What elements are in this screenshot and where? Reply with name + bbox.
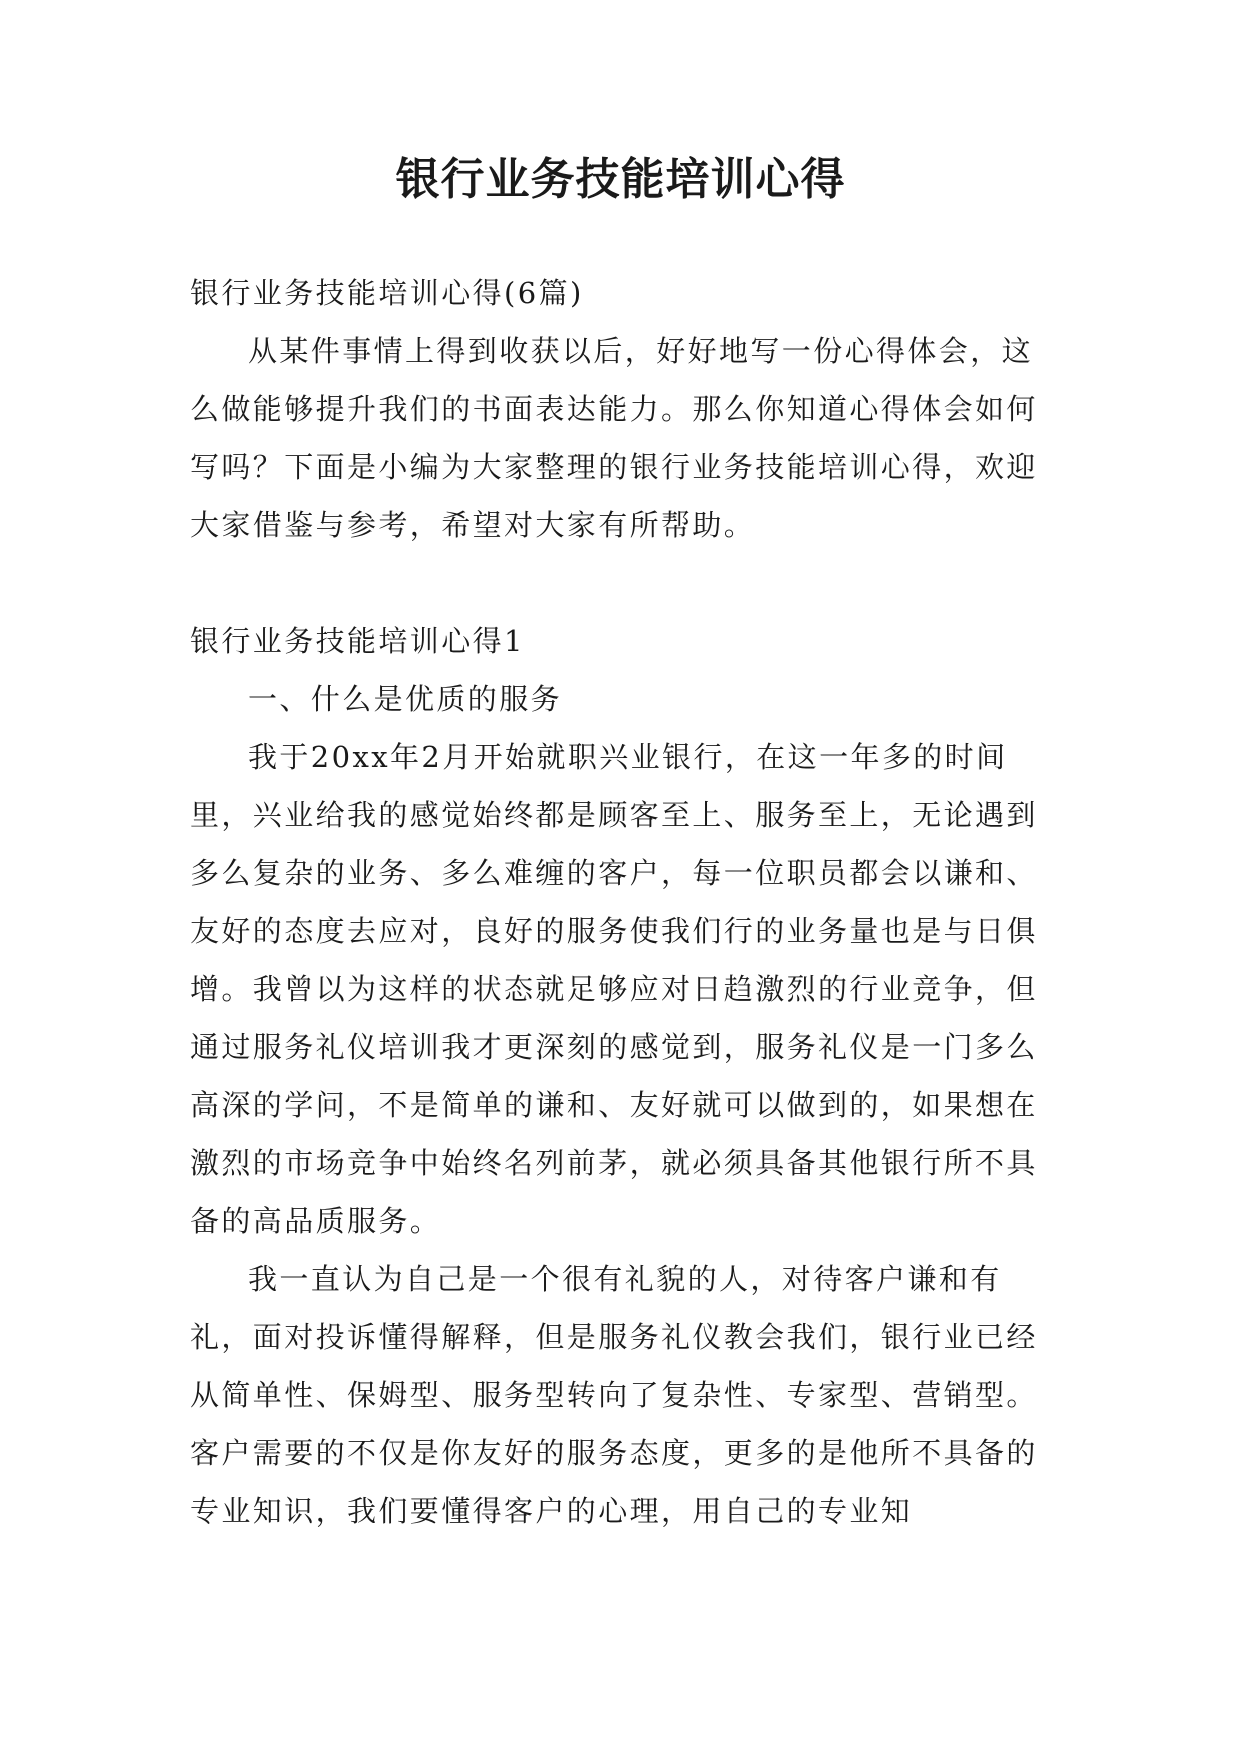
document-body xyxy=(190,264,1060,1540)
section-heading: 银行业务技能培训心得1 xyxy=(190,624,525,658)
section-subheading: 一、什么是优质的服务 xyxy=(248,682,563,716)
body-paragraph-1: 我于20xx年2月开始就职兴业银行，在这一年多的时间里，兴业给我的感觉始终都是顾客至上、服务至上，无论遇到多么复杂的业务、多么难缠的客户，每一位职员都会以谦和、友好的态度去应对，良好的服务使我们行的业务量也是与日俱增。我曾以为这样的状态就足够应对日趋激烈的行业竞争，但通过服务礼仪培训我才更深刻的感觉到，服务礼仪是一门多么高深的学问，不是简单的谦和、友好就可以做到的，如果想在激烈的市场竞争中始终名列前茅，就必须具备其他银行所不具备的高品质服务。 xyxy=(190,740,1038,1238)
document-subtitle: 银行业务技能培训心得(6篇) xyxy=(190,276,584,310)
body-paragraph-2: 我一直认为自己是一个很有礼貌的人，对待客户谦和有礼，面对投诉懂得解释，但是服务礼仪教会我们，银行业已经从简单性、保姆型、服务型转向了复杂性、专家型、营销型。客户需要的不仅是你友好的服务态度，更多的是他所不具备的专业知识，我们要懂得客户的心理，用自己的专业知 xyxy=(190,1262,1038,1528)
document-title: 银行业务技能培训心得 xyxy=(395,154,846,205)
intro-paragraph: 从某件事情上得到收获以后，好好地写一份心得体会，这么做能够提升我们的书面表达能力。那么你知道心得体会如何写吗？下面是小编为大家整理的银行业务技能培训心得，欢迎大家借鉴与参考，希望对大家有所帮助。 xyxy=(190,334,1038,542)
paragraph-spacer xyxy=(190,554,1060,612)
